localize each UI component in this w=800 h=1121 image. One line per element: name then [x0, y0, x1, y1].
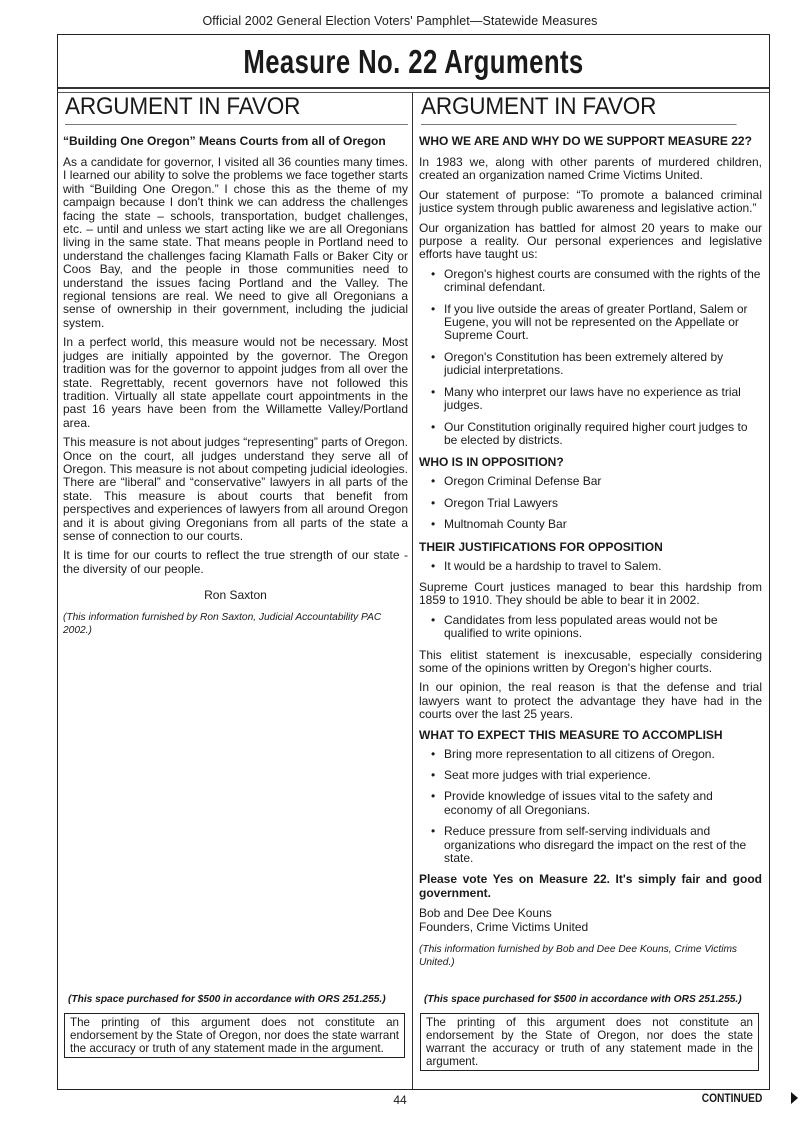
- running-header: Official 2002 General Election Voters' Pamphlet—Statewide Measures: [202, 14, 598, 28]
- left-paragraph-2: In a perfect world, this measure would not be necessary. Most judges are initially appointed by the governor. The Oregon tradition was for the governor to appoint judges from all over the state. Regrettably, recent governors have not followed this tradition. Virtually all state appellate court appointments in the past 16 years have been from the Willamette Valley/Portland area.: [63, 335, 408, 430]
- right-furnished-note: (This information furnished by Bob and Dee Dee Kouns, Crime Victims United.): [419, 944, 738, 968]
- bullet-icon: •: [431, 266, 436, 281]
- bullet-icon: •: [431, 824, 436, 839]
- bullet-icon: •: [431, 419, 436, 434]
- right-heading: ARGUMENT IN FAVOR: [421, 93, 737, 125]
- list-item: • Candidates from less populated areas would not be qualified to write opinions.: [431, 612, 718, 641]
- list-item: • Our Constitution originally required higher court judges to be elected by districts.: [431, 419, 748, 447]
- right-signer-names: Bob and Dee Dee Kouns: [419, 906, 552, 921]
- bullet-icon: •: [431, 474, 436, 489]
- page-number: 44: [393, 1093, 407, 1107]
- list-item: • It would be a hardship to travel to Salem.: [431, 558, 662, 573]
- right-section-justifications: THEIR JUSTIFICATIONS FOR OPPOSITION: [419, 539, 663, 554]
- bullet-icon: •: [431, 384, 436, 399]
- bullet-icon: •: [431, 612, 436, 627]
- left-argument: [63, 93, 408, 1089]
- right-list-justification-1: [419, 560, 762, 573]
- right-paragraph-1: In 1983 we, along with other parents of murdered children, created an organization named Crime Victims United.: [419, 155, 762, 183]
- right-paragraph-4: Supreme Court justices managed to bear this hardship from 1859 to 1910. They should be able to bear it in 2002.: [419, 579, 762, 608]
- right-paragraph-3: Our organization has battled for almost 20 years to make our purpose a reality. Our personal experiences and legislative efforts have taught us:: [419, 220, 762, 262]
- left-heading: ARGUMENT IN FAVOR: [65, 93, 408, 125]
- list-item: • Oregon Trial Lawyers: [431, 495, 559, 510]
- bullet-icon: •: [431, 349, 436, 364]
- right-purchase-note: (This space purchased for $500 in accordance with ORS 251.255.): [424, 994, 742, 1005]
- left-purchase-note: (This space purchased for $500 in accordance with ORS 251.255.): [68, 994, 386, 1005]
- list-item: • Provide knowledge of issues vital to the safety and economy of all Oregonians.: [431, 789, 713, 817]
- left-paragraph-1: As a candidate for governor, I visited all 36 counties many times. I learned our ability to solve the problems we face together starts with “Building One Oregon.” I chose this as the theme of my campaign because I don't think we can address the challenges facing the state – schools, transportation, budget challenges, etc. – until and unless we start acting like we are all Oregonians living in the same state. That means people in Portland need to understand the challenges facing Klamath Falls or Baker City or Coos Bay, and the people in those communities need to understand the issues facing Portland and the Valley. The regional tensions are real. We need to give all Oregonians a sense of ownership in their government, including the judicial system.: [63, 155, 408, 330]
- bullet-icon: •: [431, 517, 436, 532]
- bullet-icon: •: [431, 768, 436, 782]
- list-item: • Many who interpret our laws have no experience as trial judges.: [431, 384, 741, 413]
- bullet-icon: •: [431, 301, 436, 316]
- left-signer: Ron Saxton: [204, 588, 267, 603]
- left-paragraph-4: It is time for our courts to reflect the true strength of our state - the diversity of our people.: [63, 548, 408, 576]
- right-paragraph-6: In our opinion, the real reason is that the defense and trial lawyers want to protect the advantage they have had in the courts over the last 25 years.: [419, 680, 762, 722]
- bullet-icon: •: [431, 789, 436, 804]
- list-item: • Oregon's highest courts are consumed with the rights of the criminal defendant.: [431, 266, 761, 295]
- left-paragraph-3: This measure is not about judges “representing” parts of Oregon. Once on the court, all judges understand they serve all of Oregon. This measure is not about competing judicial ideologies. There are “liberal” and “conservative” lawyers in all parts of the state. This measure is about courts that benefit from perspectives and experiences of lawyers from all around Oregon and it is about giving Oregonians from all parts of the state a sense of connection to our courts.: [63, 435, 408, 543]
- right-signers: [419, 906, 762, 934]
- column-divider: [412, 93, 413, 1089]
- page-title: Measure No. 22 Arguments: [243, 43, 584, 80]
- right-argument: [419, 93, 762, 1089]
- bullet-icon: •: [431, 495, 436, 510]
- list-item: • Bring more representation to all citizens of Oregon.: [431, 746, 715, 761]
- continued-label: CONTINUED: [701, 1091, 762, 1105]
- right-section-opposition: WHO IS IN OPPOSITION?: [419, 455, 564, 470]
- right-paragraph-2: Our statement of purpose: “To promote a balanced criminal justice system through public awareness and legislative action.”: [419, 187, 762, 216]
- bullet-icon: •: [431, 558, 436, 573]
- right-list-justification-2: [419, 614, 762, 641]
- list-item: • Seat more judges with trial experience.: [431, 768, 651, 782]
- right-section-who-we-are: WHO WE ARE AND WHY DO WE SUPPORT MEASURE 22?: [419, 134, 752, 148]
- continue-arrow-icon: [791, 1092, 798, 1104]
- right-closing: Please vote Yes on Measure 22. It's simply fair and good government.: [419, 872, 762, 900]
- list-item: • Reduce pressure from self-serving individuals and organizations who disregard the impact on the rest of the state.: [431, 824, 747, 866]
- left-disclaimer: The printing of this argument does not constitute an endorsement by the State of Oregon, nor does the state warrant the accuracy or truth of any statement made in the argument.: [64, 1013, 405, 1058]
- list-item: • Oregon Criminal Defense Bar: [431, 474, 602, 489]
- list-item: • Multnomah County Bar: [431, 517, 567, 532]
- bullet-icon: •: [431, 746, 436, 761]
- right-signer-org: Founders, Crime Victims United: [419, 920, 589, 935]
- page-frame: [57, 34, 770, 1090]
- right-list-expect: [419, 748, 762, 866]
- right-list-lessons: [419, 268, 762, 447]
- right-paragraph-5: This elitist statement is inexcusable, especially considering some of the opinions written by Oregon's higher courts.: [419, 647, 762, 675]
- list-item: • If you live outside the areas of greater Portland, Salem or Eugene, you will not be represented on the Appellate or Supreme Court.: [431, 301, 748, 343]
- list-item: • Oregon's Constitution has been extremely altered by judicial interpretations.: [431, 349, 724, 378]
- right-list-opposition: [419, 475, 762, 531]
- left-furnished-note: (This information furnished by Ron Saxton, Judicial Accountability PAC 2002.): [63, 612, 382, 636]
- right-disclaimer: The printing of this argument does not constitute an endorsement by the State of Oregon, nor does the state warrant the accuracy or truth of any statement made in the argument.: [420, 1013, 759, 1071]
- right-section-expect: WHAT TO EXPECT THIS MEASURE TO ACCOMPLISH: [419, 727, 723, 742]
- left-subheading: “Building One Oregon” Means Courts from all of Oregon: [63, 134, 386, 148]
